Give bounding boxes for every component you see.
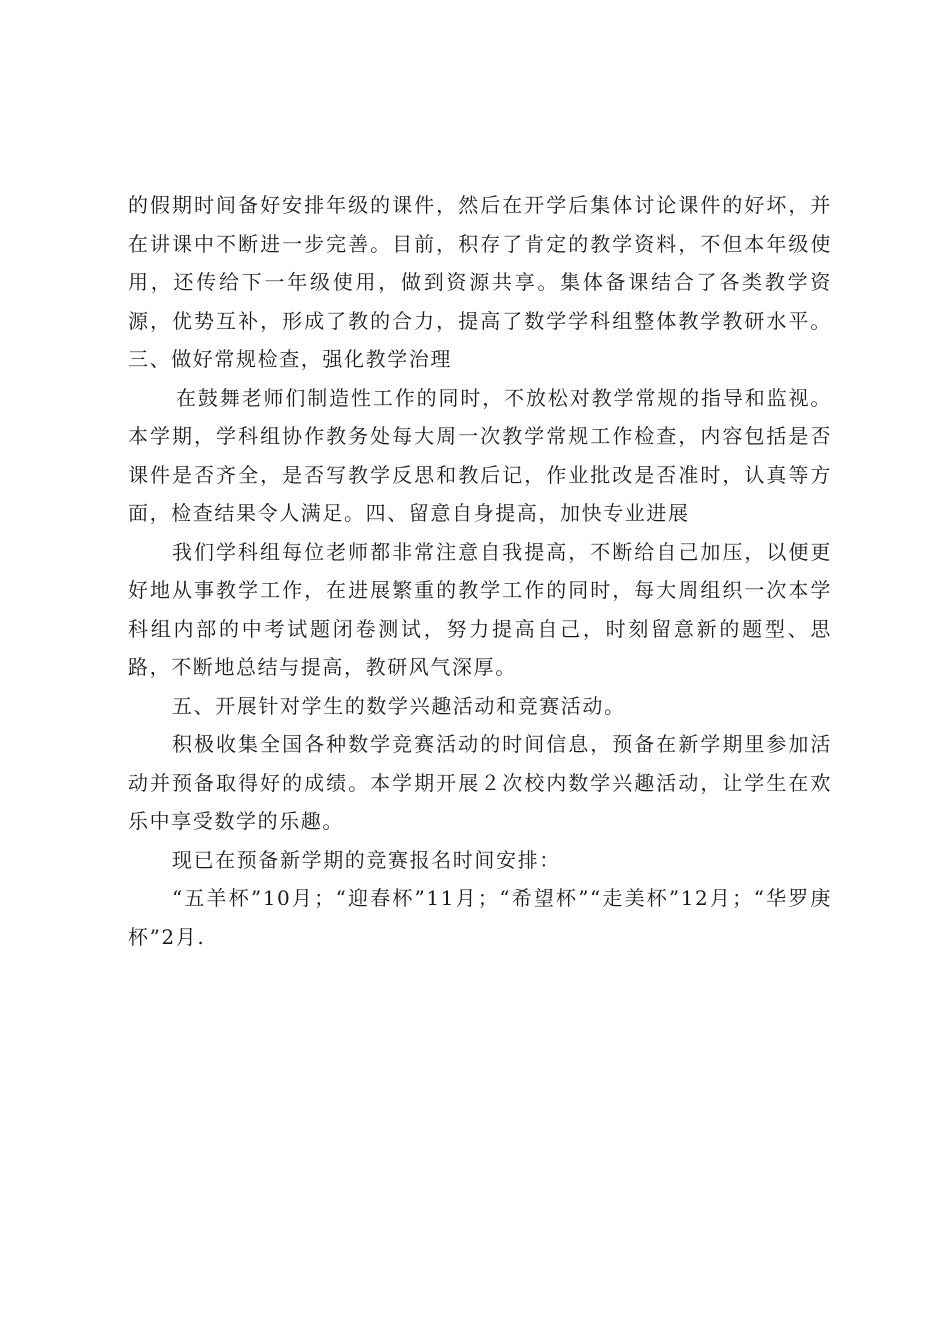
paragraph-section-five-heading: 五、开展针对学生的数学兴趣活动和竞赛活动。 [172,693,626,718]
paragraph-self-improvement: 我们学科组每位老师都非常注意自我提高，不断给自己加压，以便更好地从事教学工作，在进展繁重的教学工作的同时，每大周组织一次本学科组内部的中考试题闭卷测试，努力提高自己，时刻留意新的题型、思路，不断地总结与提高，教研风气深厚。 [128,539,832,679]
paragraph-lesson-prep: 的假期时间备好安排年级的课件，然后在开学后集体讨论课件的好坏，并在讲课中不断进一步完善。目前，积存了肯定的教学资料，不但本年级使用，还传给下一年级使用，做到资源共享。集体备课结合了各类教学资源，优势互补，形成了教的合力，提高了数学学科组整体教学教研水平。三、做好常规检查，强化教学治理 [128,193,832,371]
paragraph-schedule-intro: 现已在预备新学期的竞赛报名时间安排： [172,847,561,872]
paragraph-competition-info: 积极收集全国各种数学竞赛活动的时间信息，预备在新学期里参加活动并预备取得好的成绩。本学期开展２次校内数学兴趣活动，让学生在欢乐中享受数学的乐趣。 [128,732,832,833]
paragraph-routine-inspection: 在鼓舞老师们制造性工作的同时，不放松对教学常规的指导和监视。本学期，学科组协作教务处每大周一次教学常规工作检查，内容包括是否课件是否齐全，是否写教学反思和教后记，作业批改是否准时，认真等方面，检查结果令人满足。四、留意自身提高，加快专业进展 [128,385,832,525]
document-body [128,186,832,956]
paragraph-competition-schedule: “五羊杯”10月；“迎春杯”11月；“希望杯”“走美杯”12月；“华罗庚杯”2月. [128,886,832,949]
